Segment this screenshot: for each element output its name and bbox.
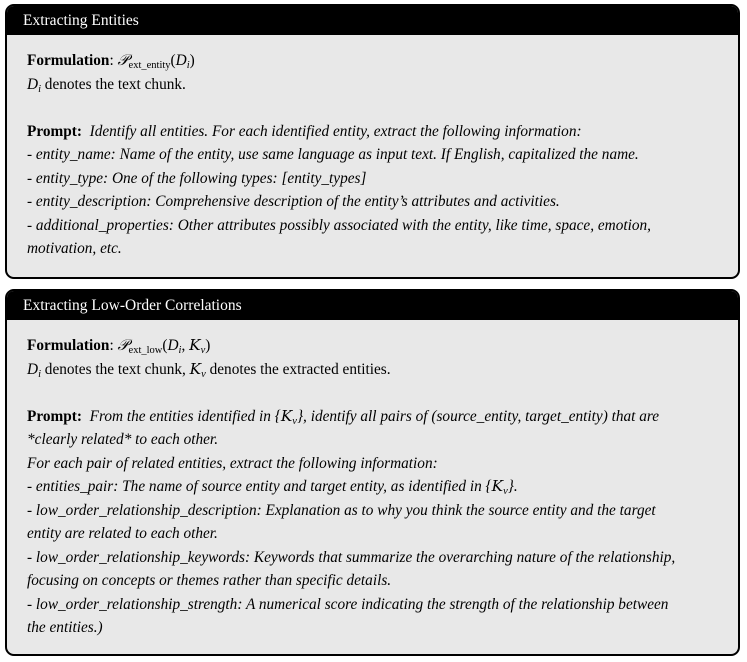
prompt-line: - entity_name: Name of the entity, use same language as input text. If English, capitalized the name. <box>27 146 639 163</box>
formula: $𝒫_{ext\_entity}(D_i)$ <box>117 51 195 71</box>
box-body <box>7 320 738 640</box>
prompt-line: *clearly related* to each other. <box>27 431 219 448</box>
prompt-line: For each pair of related entities, extract the following information: <box>27 454 438 472</box>
prompt-line: motivation, etc. <box>27 240 122 257</box>
formulation-label: Formulation <box>27 337 110 354</box>
prompt-line: - entities_pair: The name of source entity and target entity, as identified in $\{K_v\}$. <box>27 477 518 497</box>
formulation-line: Formulation: $𝒫_{ext\_low}(D_i$, $K_v$) <box>27 336 211 356</box>
prompt-label: Prompt: <box>27 122 82 140</box>
formulation-label: Formulation <box>27 52 110 69</box>
box-body <box>7 35 738 261</box>
extracting-entities-box <box>5 4 740 279</box>
prompt-line: - low_order_relationship_keywords: Keywords that summarize the overarching nature of the relationship, <box>27 548 676 566</box>
formula: $𝒫_{ext\_low}(D_i$, $K_v$) <box>117 336 211 356</box>
prompt-line: - entity_type: One of the following types: [entity_types] <box>27 169 367 187</box>
prompt-line: the entities.) <box>27 619 103 636</box>
box-title: Extracting Low-Order Correlations <box>7 291 738 320</box>
prompt-line: - low_order_relationship_strength: A numerical score indicating the strength of the relationship between <box>27 595 669 613</box>
prompt-first-line: Prompt: From the entities identified in $\{K_v\}$, identify all pairs of (source_entity, target_entity) that are <box>27 406 660 427</box>
extracting-low-order-correlations-box <box>5 289 740 656</box>
prompt-line: - additional_properties: Other attributes possibly associated with the entity, like time, space, emotion, <box>27 216 651 234</box>
prompt-first-line: Prompt: Identify all entities. For each identified entity, extract the following information: <box>27 122 582 140</box>
formulation-description: $D_i$ denotes the text chunk. <box>27 75 186 95</box>
formulation-line: Formulation: $𝒫_{ext\_entity}(D_i)$ <box>27 51 195 71</box>
prompt-line: entity are related to each other. <box>27 525 218 542</box>
prompt-line: - low_order_relationship_description: Explanation as to why you think the source entity and the target <box>27 501 656 519</box>
prompt-label: Prompt: <box>27 407 82 425</box>
prompt-line: - entity_description: Comprehensive description of the entity’s attributes and activities. <box>27 193 560 210</box>
formulation-description: $D_i$ denotes the text chunk, $K_v$ denotes the extracted entities. <box>27 359 391 380</box>
prompt-line: focusing on concepts or themes rather than specific details. <box>27 572 392 589</box>
box-title: Extracting Entities <box>7 6 738 35</box>
